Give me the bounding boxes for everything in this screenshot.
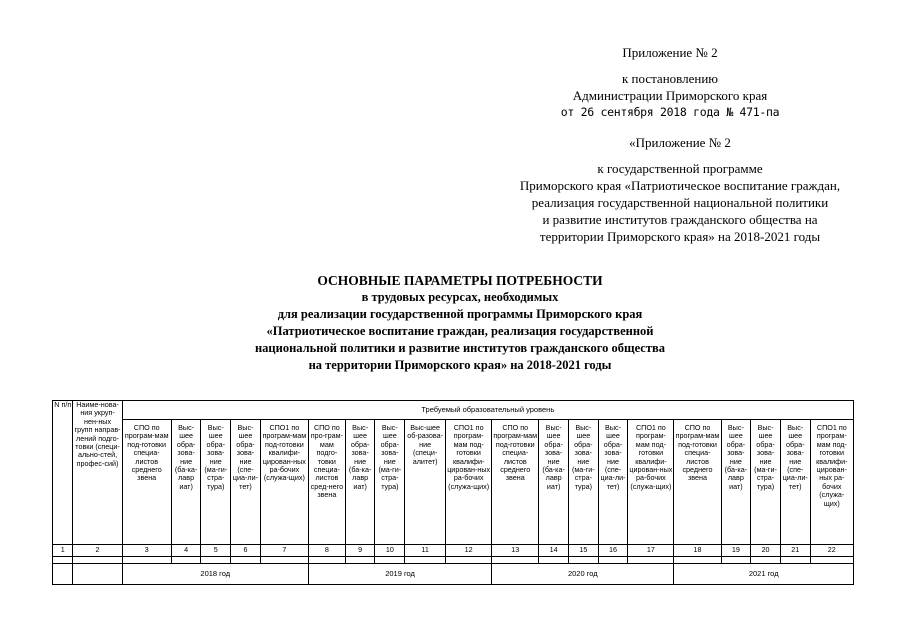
title-line: для реализации государственной программы Приморского края	[277, 307, 643, 321]
year-2020: 2020 год	[492, 564, 674, 585]
blank-cell	[308, 557, 345, 564]
column-number: 9	[345, 545, 375, 557]
appendix-administration: Администрации Приморского края	[572, 88, 768, 103]
program-appendix-line: территории Приморского края» на 2018-2021 годы	[539, 229, 821, 244]
header-number: N п/п	[53, 401, 73, 545]
blank-cell	[260, 557, 308, 564]
blank-cell	[73, 557, 122, 564]
program-appendix-header	[470, 134, 890, 245]
header-cell: Выс-шее обра-зова-ние (ма-ги-стра-тура)	[568, 420, 598, 545]
column-number: 3	[122, 545, 171, 557]
blank-cell	[375, 557, 405, 564]
header-cell: СПО по програм-мам под-готовки специа-листов среднего звена	[122, 420, 171, 545]
blank-cell	[405, 557, 446, 564]
appendix-to-resolution: к постановлению	[621, 71, 719, 86]
column-number: 8	[308, 545, 345, 557]
column-number: 6	[231, 545, 261, 557]
column-number: 15	[568, 545, 598, 557]
blank-cell	[446, 557, 492, 564]
header-cell: СПО по про-грам-мам подго-товки специа-листов сред-него звена	[308, 420, 345, 545]
table-subheader-row	[53, 420, 854, 545]
column-number: 1	[53, 545, 73, 557]
blank-cell	[674, 557, 721, 564]
column-number: 5	[201, 545, 231, 557]
header-cell: Выс-шее обра-зова-ние (ма-ги-стра-тура)	[751, 420, 781, 545]
blank-cell	[73, 564, 122, 585]
year-2018: 2018 год	[122, 564, 308, 585]
program-appendix-line: и развитие институтов гражданского общества на	[542, 212, 818, 227]
header-cell: Выс-шее обра-зова-ние (ма-ги-стра-тура)	[201, 420, 231, 545]
blank-cell	[780, 557, 810, 564]
blank-cell	[568, 557, 598, 564]
header-cell: Выс-шее об-разова-ние (специ-алитет)	[405, 420, 446, 545]
document-title	[140, 272, 780, 374]
blank-cell	[539, 557, 569, 564]
header-cell: СПО1 по програм-мам под-готовки квалифи-цирован-ных ра-бочих (служа-щих)	[628, 420, 674, 545]
program-appendix-line: реализация государственной национальной политики	[531, 195, 829, 210]
column-number: 2	[73, 545, 122, 557]
header-cell: Выс-шее обра-зова-ние (ма-ги-стра-тура)	[375, 420, 405, 545]
column-number-row	[53, 545, 854, 557]
appendix-number: Приложение № 2	[622, 45, 718, 60]
program-appendix-line: к государственной программе	[597, 161, 763, 176]
blank-cell	[492, 557, 539, 564]
title-line: в трудовых ресурсах, необходимых	[361, 290, 559, 304]
header-cell: Выс-шее обра-зова-ние (ба-ка-лавр иат)	[539, 420, 569, 545]
column-number: 4	[171, 545, 201, 557]
resolution-appendix-header	[560, 44, 780, 121]
blank-cell	[122, 557, 171, 564]
header-cell: СПО по програм-мам под-готовки специа-листов среднего звена	[492, 420, 539, 545]
column-number: 11	[405, 545, 446, 557]
header-cell: Выс-шее обра-зова-ние (ба-ка-лавр иат)	[345, 420, 375, 545]
column-number: 14	[539, 545, 569, 557]
blank-cell	[751, 557, 781, 564]
blank-cell	[201, 557, 231, 564]
column-number: 21	[780, 545, 810, 557]
column-number: 19	[721, 545, 751, 557]
blank-row	[53, 557, 854, 564]
column-number: 7	[260, 545, 308, 557]
blank-cell	[171, 557, 201, 564]
blank-cell	[598, 557, 628, 564]
header-cell: СПО1 по програм-мам под-готовки квалифи-цирован-ных ра-бочих (служа-щих)	[260, 420, 308, 545]
blank-cell	[231, 557, 261, 564]
column-number: 20	[751, 545, 781, 557]
column-number: 13	[492, 545, 539, 557]
header-cell: Выс-шее обра-зова-ние (ба-ка-лавр иат)	[171, 420, 201, 545]
blank-cell	[53, 564, 73, 585]
year-2019: 2019 год	[308, 564, 491, 585]
header-cell: Выс-шее обра-зова-ние (спе-циа-ли-тет)	[598, 420, 628, 545]
year-row	[53, 564, 854, 585]
blank-cell	[345, 557, 375, 564]
header-cell: СПО1 по програм-мам под-готовки квалифи-цирован-ных ра-бочих (служа-щих)	[810, 420, 853, 545]
program-appendix-number: «Приложение № 2	[629, 135, 731, 150]
year-2021: 2021 год	[674, 564, 854, 585]
title-main: ОСНОВНЫЕ ПАРАМЕТРЫ ПОТРЕБНОСТИ	[317, 273, 603, 288]
title-line: на территории Приморского края» на 2018-2021 годы	[308, 358, 612, 372]
header-direction-groups: Наиме-нова-ния укруп-нен-ных групп направ-лений подго-товки (специ-ально-стей, профес-сий)	[73, 401, 122, 545]
column-number: 17	[628, 545, 674, 557]
appendix-date: от 26 сентября 2018 года № 471-па	[560, 105, 780, 119]
column-number: 22	[810, 545, 853, 557]
column-number: 16	[598, 545, 628, 557]
header-required-level: Требуемый образовательный уровень	[122, 401, 853, 420]
header-cell: Выс-шее обра-зова-ние (спе-циа-ли-тет)	[780, 420, 810, 545]
header-cell: Выс-шее обра-зова-ние (спе-циа-ли-тет)	[231, 420, 261, 545]
requirements-table	[52, 400, 854, 585]
table-header-row	[53, 401, 854, 420]
column-number: 12	[446, 545, 492, 557]
header-cell: СПО1 по програм-мам под-готовки квалифи-цирован-ных ра-бочих (служа-щих)	[446, 420, 492, 545]
column-number: 10	[375, 545, 405, 557]
blank-cell	[810, 557, 853, 564]
title-line: «Патриотическое воспитание граждан, реализация государственной	[266, 324, 654, 338]
header-cell: СПО по програм-мам под-готовки специа-листов среднего звена	[674, 420, 721, 545]
program-appendix-line: Приморского края «Патриотическое воспитание граждан,	[519, 178, 841, 193]
title-line: национальной политики и развитие институтов гражданского общества	[254, 341, 665, 355]
blank-cell	[628, 557, 674, 564]
column-number: 18	[674, 545, 721, 557]
blank-cell	[53, 557, 73, 564]
header-cell: Выс-шее обра-зова-ние (ба-ка-лавр иат)	[721, 420, 751, 545]
blank-cell	[721, 557, 751, 564]
